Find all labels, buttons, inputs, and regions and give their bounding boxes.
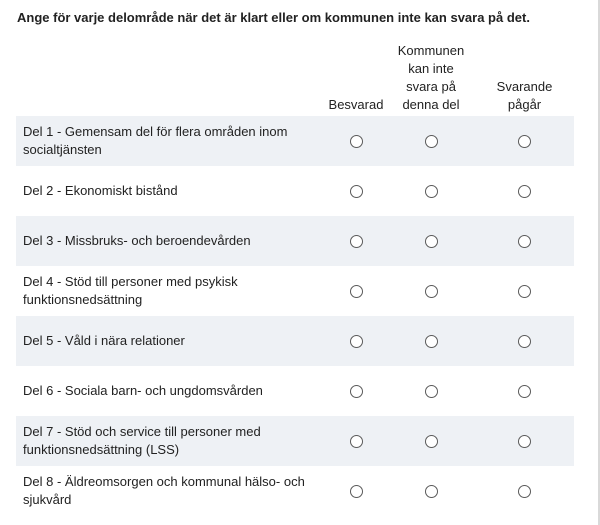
- radio-besvarad[interactable]: [350, 185, 363, 198]
- header-spacer: [16, 42, 325, 116]
- radio-besvarad[interactable]: [350, 285, 363, 298]
- row-label: Del 5 - Våld i nära relationer: [23, 333, 185, 348]
- radio-besvarad[interactable]: [350, 435, 363, 448]
- radio-svarande-pagar[interactable]: [518, 285, 531, 298]
- radio-svarande-pagar[interactable]: [518, 385, 531, 398]
- matrix-row-del-3: [16, 216, 574, 266]
- row-label: Del 8 - Äldreomsorgen och kommunal hälso- och sjukvård: [23, 474, 305, 507]
- radio-svarande-pagar[interactable]: [518, 185, 531, 198]
- radio-besvarad[interactable]: [350, 485, 363, 498]
- radio-kan-inte-svara[interactable]: [425, 285, 438, 298]
- column-header-besvarad: Besvarad: [328, 97, 384, 112]
- radio-svarande-pagar[interactable]: [518, 335, 531, 348]
- radio-kan-inte-svara[interactable]: [425, 335, 438, 348]
- matrix-row-del-8: [16, 466, 574, 516]
- radio-besvarad[interactable]: [350, 335, 363, 348]
- matrix-row-del-6: [16, 366, 574, 416]
- radio-besvarad[interactable]: [350, 385, 363, 398]
- radio-kan-inte-svara[interactable]: [425, 185, 438, 198]
- matrix-row-del-2: [16, 166, 574, 216]
- matrix-header-row: [16, 42, 574, 116]
- radio-kan-inte-svara[interactable]: [425, 485, 438, 498]
- radio-besvarad[interactable]: [350, 135, 363, 148]
- row-label: Del 2 - Ekonomiskt bistånd: [23, 183, 178, 198]
- radio-svarande-pagar[interactable]: [518, 485, 531, 498]
- radio-svarande-pagar[interactable]: [518, 235, 531, 248]
- row-label: Del 4 - Stöd till personer med psykisk funktionsnedsättning: [23, 274, 238, 307]
- matrix-row-del-5: [16, 316, 574, 366]
- radio-kan-inte-svara[interactable]: [425, 135, 438, 148]
- row-label: Del 6 - Sociala barn- och ungdomsvården: [23, 383, 263, 398]
- matrix-row-del-4: [16, 266, 574, 316]
- matrix-row-del-1: [16, 116, 574, 166]
- column-header-svarande-pagar: Svarande pågår: [496, 79, 553, 112]
- matrix-row-del-7: [16, 416, 574, 466]
- row-label: Del 1 - Gemensam del för flera områden inom socialtjänsten: [23, 124, 288, 157]
- row-label: Del 3 - Missbruks- och beroendevården: [23, 233, 251, 248]
- column-header-kan-inte-svara: Kommunen kan inte svara på denna del: [397, 43, 465, 112]
- radio-kan-inte-svara[interactable]: [425, 435, 438, 448]
- radio-svarande-pagar[interactable]: [518, 435, 531, 448]
- radio-svarande-pagar[interactable]: [518, 135, 531, 148]
- answer-matrix: [16, 42, 574, 516]
- radio-kan-inte-svara[interactable]: [425, 235, 438, 248]
- radio-kan-inte-svara[interactable]: [425, 385, 438, 398]
- radio-besvarad[interactable]: [350, 235, 363, 248]
- row-label: Del 7 - Stöd och service till personer med funktionsnedsättning (LSS): [23, 424, 261, 457]
- question-text: Ange för varje delområde när det är klart eller om kommunen inte kan svara på det.: [17, 10, 530, 25]
